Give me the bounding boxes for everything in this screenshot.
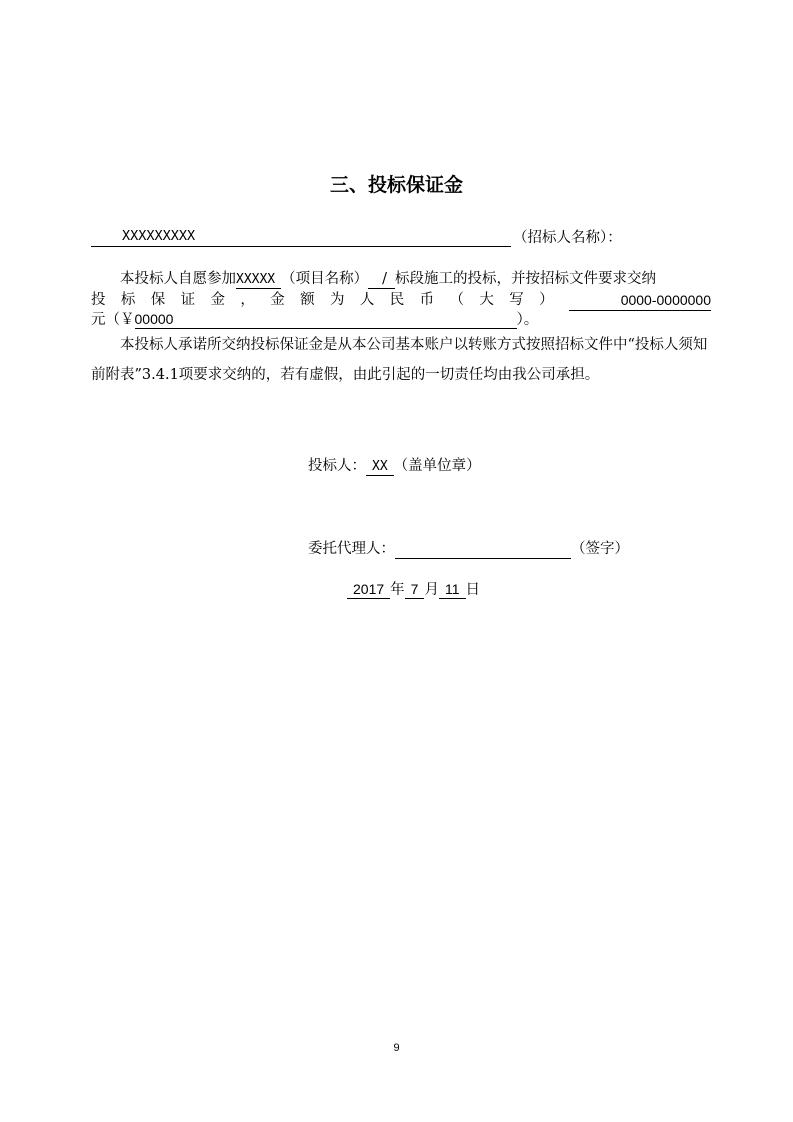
month-unit: 月 [424,582,439,598]
paragraph1-line3 [91,310,538,330]
bidder-name: XX [366,458,394,476]
paragraph1-suffix: 标段施工的投标，并按招标文件要求交纳 [395,271,657,287]
project-name: XXXXX [236,271,281,289]
line2-word: 投 [91,292,106,308]
sign-note: （签字） [571,541,629,557]
recipient-suffix: （招标人名称）： [513,230,622,246]
agent-label: 委托代理人： [308,541,395,557]
project-label: （项目名称） [281,271,369,287]
section-value: / [368,271,395,289]
year-unit: 年 [390,582,405,598]
date-line [347,580,480,600]
date-day: 11 [439,581,466,599]
page-number: 9 [393,1042,400,1054]
line2-word: 民 [389,292,405,308]
yuan-prefix: 元（￥ [91,312,135,328]
agent-line [308,539,629,559]
date-month: 7 [405,581,425,599]
bidder-line [308,456,481,476]
amount-capital: 0000-0000000 [569,290,711,311]
line2-word: ， [240,292,255,308]
line2-word: 大 [479,292,494,308]
paragraph1-prefix: 本投标人自愿参加 [120,271,236,287]
line2-word: 保 [150,292,166,308]
line2-word: 证 [180,292,196,308]
agent-signature-field [395,541,571,559]
line2-word: 为 [330,292,345,308]
page-title: 三、投标保证金 [329,174,463,196]
line2-word: 币 [419,292,435,308]
recipient-name: XXXXXXXXX [122,228,196,244]
date-year: 2017 [347,581,390,599]
line2-word: 人 [359,292,375,308]
line2-word: ） [539,292,554,308]
line2-word: 写 [509,292,524,308]
line2-word: 标 [120,292,136,308]
line2-word: 金 [210,292,225,308]
paragraph2: 本投标人承诺所交纳投标保证金是从本公司基本账户以转账方式按照招标文件中“投标人须知前附表”3.4.1项要求交纳的，若有虚假，由此引起的一切责任均由我公司承担。 [91,337,708,383]
line2-word: （ [449,292,464,308]
line2-word: 金 [270,292,285,308]
amount-number: 00000 [135,311,517,329]
paragraph1-line1 [120,269,656,289]
yuan-suffix: ）。 [516,312,539,328]
line2-word: 额 [300,292,315,308]
seal-note: （盖单位章） [393,458,481,474]
paragraph1-line2 [91,290,711,311]
bidder-label: 投标人： [308,458,366,474]
day-unit: 日 [465,582,480,598]
